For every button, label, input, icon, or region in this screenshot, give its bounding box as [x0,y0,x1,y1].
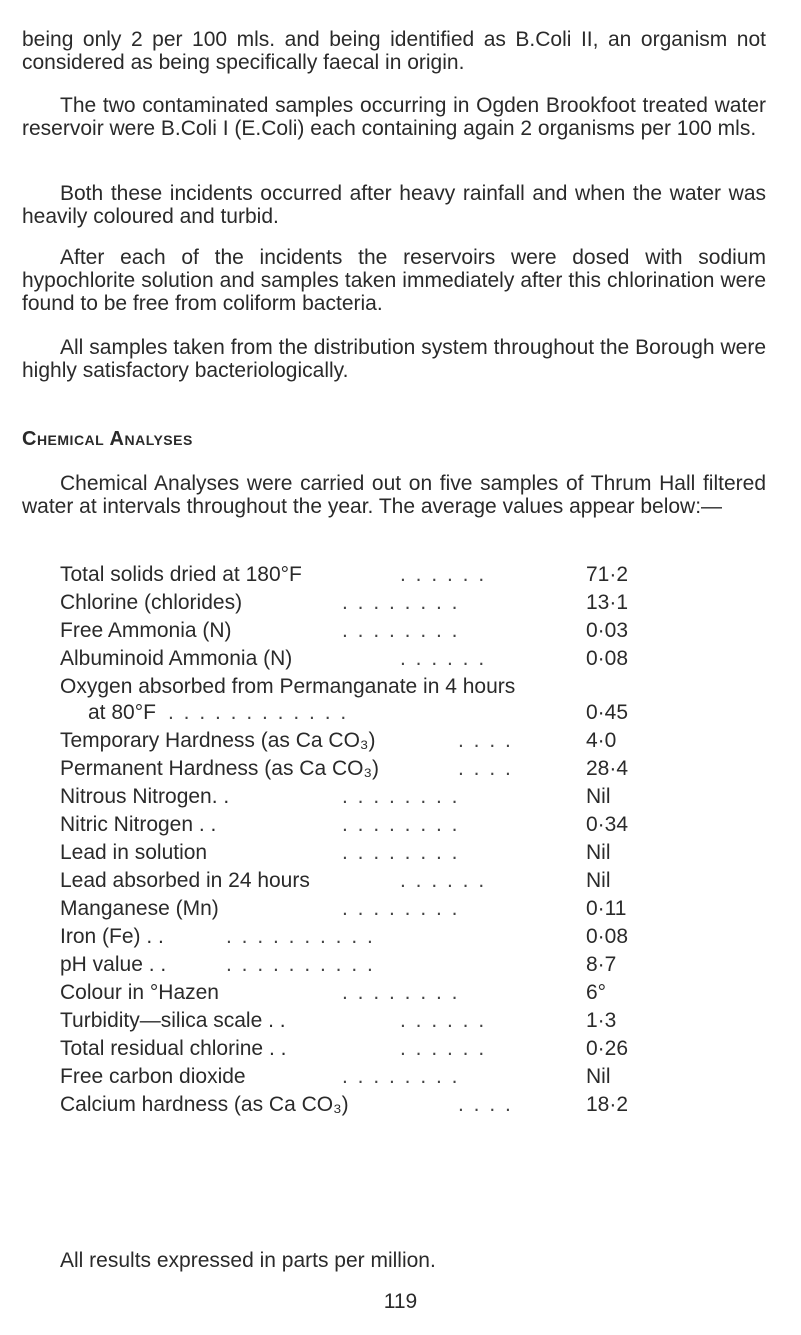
row-value: 71·2 [586,563,629,586]
table-row [60,1035,660,1063]
table-row [60,867,660,895]
row-label: Iron (Fe) . . [60,925,164,948]
row-value: 0·08 [586,647,629,670]
leader-dots: . . . . . . . . [342,619,460,642]
leader-dots: . . . . . . [400,1037,487,1060]
row-label: Permanent Hardness (as Ca CO₃) [60,757,379,780]
leader-dots: . . . . . . . . [342,591,460,614]
leader-dots: . . . . . . . . [342,841,460,864]
page-number: 119 [383,1290,418,1313]
table-row [60,1091,660,1119]
paragraph-intro: Chemical Analyses were carried out on five samples of Thrum Hall filtered water at intervals throughout the year. The average values appear below:— [22,472,766,518]
row-value: Nil [586,785,611,808]
row-label: pH value . . [60,953,167,976]
leader-dots: . . . . . . [400,647,487,670]
row-label: Turbidity—silica scale . . [60,1009,286,1032]
row-value: 0·34 [586,813,629,836]
table-row [60,617,660,645]
leader-dots: . . . . . . . . . . [226,953,375,976]
table-row [60,783,660,811]
row-label: Calcium hardness (as Ca CO₃) [60,1093,349,1116]
row-label: Colour in °Hazen [60,981,219,1004]
leader-dots: . . . . . . . . [342,897,460,920]
row-value: 13·1 [586,591,629,614]
table-row [60,1063,660,1091]
table-row [60,589,660,617]
row-value: 6° [586,981,607,1004]
units-footnote: All results expressed in parts per million. [60,1249,436,1272]
row-value: Nil [586,1065,611,1088]
row-value: Nil [586,841,611,864]
row-value: 0·11 [586,897,627,920]
row-value: 1·3 [586,1009,617,1032]
row-label: Lead absorbed in 24 hours [60,869,310,892]
leader-dots: . . . . . . . . . . . . [168,701,349,724]
row-label: Oxygen absorbed from Permanganate in 4 hours [60,675,516,698]
row-label: Lead in solution [60,841,208,864]
leader-dots: . . . . [458,1093,513,1116]
table-row [60,979,660,1007]
paragraph-b-coli-ii: being only 2 per 100 mls. and being identified as B.Coli II, an organism not considered as being specifically faecal in origin. [22,28,766,74]
table-row [60,839,660,867]
row-label: Nitric Nitrogen . . [60,813,217,836]
row-value: Nil [586,869,611,892]
table-row [60,923,660,951]
table-row [60,755,660,783]
paragraph-rainfall: Both these incidents occurred after heavy rainfall and when the water was heavily coloured and turbid. [22,182,766,228]
leader-dots: . . . . . . [400,869,487,892]
row-value: 0·03 [586,619,629,642]
row-label: Free Ammonia (N) [60,619,232,642]
paragraph-distribution: All samples taken from the distribution system throughout the Borough were highly satisfactory bacteriologically. [22,336,766,382]
leader-dots: . . . . . . . . [342,785,460,808]
leader-dots: . . . . . . [400,1009,487,1032]
row-label: Temporary Hardness (as Ca CO₃) [60,729,376,752]
row-value: 18·2 [586,1093,629,1116]
paragraph-chlorination: After each of the incidents the reservoirs were dosed with sodium hypochlorite solution and samples taken immediately after this chlorination were found to be free from coliform bacteria. [22,246,766,315]
row-label: Free carbon dioxide [60,1065,246,1088]
row-label: Chlorine (chlorides) [60,591,243,614]
table-row [60,699,660,727]
row-value: 0·45 [586,701,629,724]
table-row [60,895,660,923]
leader-dots: . . . . . . . . . . [226,925,375,948]
table-row [60,673,660,701]
leader-dots: . . . . [458,757,513,780]
row-value: 4·0 [586,729,617,752]
row-label: Manganese (Mn) [60,897,219,920]
row-value: 28·4 [586,757,629,780]
row-value: 0·26 [586,1037,629,1060]
leader-dots: . . . . . . . . [342,981,460,1004]
row-label: Total solids dried at 180°F [60,563,302,586]
table-row [60,645,660,673]
leader-dots: . . . . [458,729,513,752]
leader-dots: . . . . . . [400,563,487,586]
row-label: Total residual chlorine . . [60,1037,287,1060]
table-row [60,561,660,589]
row-label: at 80°F [88,701,156,724]
paragraph-ogden-brookfoot: The two contaminated samples occurring in Ogden Brookfoot treated water reservoir were B.Coli I (E.Coli) each containing again 2 organisms per 100 mls. [22,94,766,140]
row-value: 0·08 [586,925,629,948]
row-label: Albuminoid Ammonia (N) [60,647,293,670]
row-value: 8·7 [586,953,617,976]
table-row [60,811,660,839]
table-row [60,727,660,755]
table-row [60,1007,660,1035]
row-label: Nitrous Nitrogen. . [60,785,230,808]
leader-dots: . . . . . . . . [342,1065,460,1088]
section-heading: Chemical Analyses [22,428,193,450]
table-row [60,951,660,979]
leader-dots: . . . . . . . . [342,813,460,836]
